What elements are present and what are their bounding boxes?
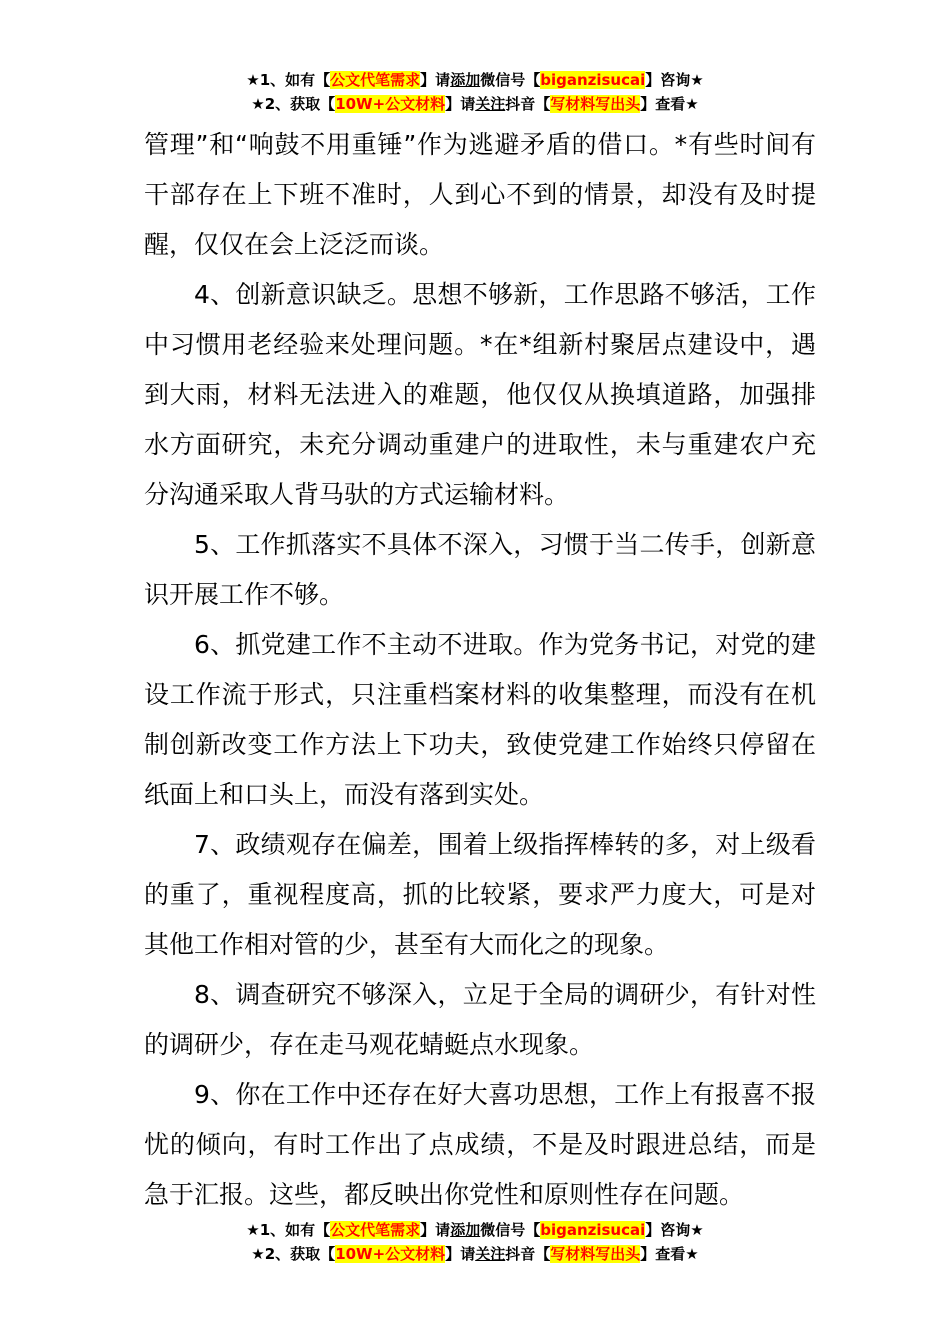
banner-emphasis: 关注 — [475, 95, 506, 113]
banner-text: 抖音【 — [505, 95, 551, 113]
banner-text: 微信号【 — [480, 1221, 541, 1239]
banner-highlight: 10W+公文材料 — [335, 95, 446, 113]
banner-text: ★2、获取【 — [251, 1245, 336, 1263]
banner-text: 】咨询★ — [645, 1221, 704, 1239]
banner-text: 】咨询★ — [645, 71, 704, 89]
banner-text: ★1、如有【 — [246, 1221, 331, 1239]
banner-text: 】请 — [420, 71, 451, 89]
banner-highlight: 公文代笔需求 — [330, 71, 421, 89]
banner-emphasis: 关注 — [475, 1245, 506, 1263]
banner-highlight: 公文代笔需求 — [330, 1221, 421, 1239]
paragraph-item-6: 6、抓党建工作不主动不进取。作为党务书记，对党的建设工作流于形式，只注重档案材料的收集整理，而没有在机制创新改变工作方法上下功夫，致使党建工作始终只停留在纸面上和口头上，而没有落到实处。 — [144, 630, 816, 809]
banner-text: 】查看★ — [640, 1245, 699, 1263]
banner-text: 抖音【 — [505, 1245, 551, 1263]
banner-highlight-wechat-id: biganzisucai — [540, 1221, 646, 1239]
footer-banner — [0, 1218, 950, 1266]
banner-text: 】查看★ — [640, 95, 699, 113]
paragraph-item-8: 8、调查研究不够深入，立足于全局的调研少，有针对性的调研少，存在走马观花蜻蜓点水现象。 — [144, 980, 816, 1059]
banner-line-1 — [0, 1218, 950, 1242]
paragraph-item-7: 7、政绩观存在偏差，围着上级指挥棒转的多，对上级看的重了，重视程度高，抓的比较紧，要求严力度大，可是对其他工作相对管的少，甚至有大而化之的现象。 — [144, 830, 816, 959]
banner-highlight-douyin: 写材料写出头 — [550, 95, 641, 113]
banner-text: ★1、如有【 — [246, 71, 331, 89]
header-banner — [0, 68, 950, 116]
banner-line-2 — [0, 1242, 950, 1266]
banner-emphasis: 添加 — [450, 1221, 481, 1239]
banner-text: 】请 — [445, 95, 476, 113]
banner-line-2 — [0, 92, 950, 116]
paragraph-continuation: 管理”和“响鼓不用重锤”作为逃避矛盾的借口。*有些时间有干部存在上下班不准时，人到心不到的情景，却没有及时提醒，仅仅在会上泛泛而谈。 — [144, 130, 816, 259]
banner-text: 】请 — [420, 1221, 451, 1239]
paragraph-item-4: 4、创新意识缺乏。思想不够新，工作思路不够活，工作中习惯用老经验来处理问题。*在*组新村聚居点建设中，遇到大雨，材料无法进入的难题，他仅仅从换填道路，加强排水方面研究，未充分调动重建户的进取性，未与重建农户充分沟通采取人背马驮的方式运输材料。 — [144, 280, 816, 509]
paragraph-item-9: 9、你在工作中还存在好大喜功思想，工作上有报喜不报忧的倾向，有时工作出了点成绩，不是及时跟进总结，而是急于汇报。这些，都反映出你党性和原则性存在问题。 — [144, 1080, 816, 1209]
document-body — [144, 120, 816, 1220]
banner-text: 】请 — [445, 1245, 476, 1263]
banner-highlight: 10W+公文材料 — [335, 1245, 446, 1263]
banner-text: 微信号【 — [480, 71, 541, 89]
banner-text: ★2、获取【 — [251, 95, 336, 113]
banner-highlight-wechat-id: biganzisucai — [540, 71, 646, 89]
banner-line-1 — [0, 68, 950, 92]
banner-emphasis: 添加 — [450, 71, 481, 89]
paragraph-item-5: 5、工作抓落实不具体不深入，习惯于当二传手，创新意识开展工作不够。 — [144, 530, 816, 609]
banner-highlight-douyin: 写材料写出头 — [550, 1245, 641, 1263]
